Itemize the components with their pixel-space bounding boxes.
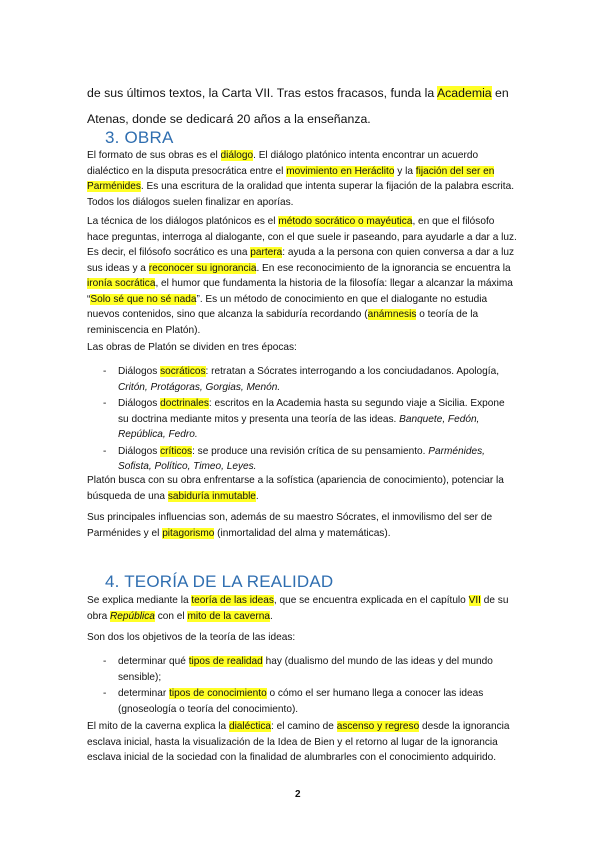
highlight: VII xyxy=(468,595,481,606)
highlight: anámnesis xyxy=(367,309,417,320)
section-heading-teoria: 4. TEORÍA DE LA REALIDAD xyxy=(105,572,334,591)
obra-paragraph-4: Platón busca con su obra enfrentarse a la sofística (apariencia de conocimiento), potenciar la búsqueda de una sabiduría inmutable. xyxy=(87,475,504,502)
page-number: 2 xyxy=(295,789,301,800)
list-item: - Diálogos socráticos: retratan a Sócrates interrogando a los conciudadanos. Apología, Critón, Protágoras, Gorgias, Menón. xyxy=(103,366,500,393)
obra-paragraph-3: Las obras de Platón se dividen en tres épocas: xyxy=(87,342,297,353)
highlight: Solo sé que no sé nada xyxy=(90,293,197,305)
bullet-marker: - xyxy=(103,445,107,457)
highlight: Academia xyxy=(436,86,492,101)
teoria-paragraph-3: El mito de la caverna explica la dialéctica: el camino de ascenso y regreso desde la ignorancia esclava inicial, hasta la visualización de la Idea de Bien y el retorno al lugar de la ignorancia esclava inicial de la sociedad con la finalidad de alumbrarles con el conocimiento adquirido. xyxy=(87,721,510,763)
list-item: - determinar qué tipos de realidad hay (dualismo del mundo de las ideas y del mundo sensible); xyxy=(103,656,493,683)
highlight: fijación del ser en Parménides xyxy=(87,165,495,192)
highlight: ascenso y regreso xyxy=(336,721,420,732)
bullet-marker: - xyxy=(103,688,107,699)
highlight: reconocer su ignorancia xyxy=(148,262,257,274)
highlight: tipos de realidad xyxy=(188,656,263,667)
bullet-marker: - xyxy=(103,656,107,667)
highlight: ironía socrática xyxy=(87,278,156,289)
intro-paragraph: de sus últimos textos, la Carta VII. Tras estos fracasos, funda la Academia en Atenas, donde se dedicará 20 años a la enseñanza. xyxy=(87,86,509,127)
highlight: República xyxy=(110,610,155,622)
highlight: críticos xyxy=(160,445,193,457)
highlight: método socrático o mayéutica xyxy=(278,216,413,227)
teoria-paragraph-1: Se explica mediante la teoría de las ideas, que se encuentra explicada en el capítulo VII de su obra República con el mito de la caverna. xyxy=(87,595,509,622)
highlight: partera xyxy=(250,247,283,258)
epochs-list xyxy=(87,364,517,476)
bullet-marker: - xyxy=(103,398,107,409)
obra-paragraph-2: La técnica de los diálogos platónicos es el método socrático o mayéutica, en que el filósofo hace preguntas, interroga al dialogante, con el que suele ir paseando, para ayudarle a dar a luz. Es decir, el filósofo socrático es una partera: ayuda a la persona con quien conversa a dar a luz sus ideas y a reconocer su ignorancia. En ese reconocimiento de la ignorancia se encuentra la ironía socrática, el humor que fundamenta la historia de la filosofía: llegar a alcanzar la máxima “Solo sé que no sé nada”. Es un método de conocimiento en que el dialogante no estudia nuevos contenidos, sino que alcanza la sabiduría recordando (anámnesis o teoría de la reminiscencia en Platón). xyxy=(87,216,517,336)
highlight: pitagorismo xyxy=(162,527,215,539)
obra-paragraph-1: El formato de sus obras es el diálogo. El diálogo platónico intenta encontrar un acuerdo dialéctico en la disputa presocrática entre el movimiento en Heráclito y la fijación del ser en Parménides. Es una escritura de la oralidad que intenta superar la fijación de la palabra escrita. Todos los diálogos suelen finalizar en aporías. xyxy=(87,150,515,208)
highlight: socráticos xyxy=(160,366,206,377)
highlight: sabiduría inmutable xyxy=(167,490,256,502)
objectives-list xyxy=(87,654,517,718)
highlight: dialéctica xyxy=(228,721,272,732)
bullet-marker: - xyxy=(103,366,107,377)
highlight: diálogo xyxy=(220,150,254,161)
section-heading-obra: 3. OBRA xyxy=(105,128,174,147)
highlight: tipos de conocimiento xyxy=(169,688,267,699)
list-item: - determinar tipos de conocimiento o cómo el ser humano llega a conocer las ideas (gnoseología o teoría del conocimiento). xyxy=(103,688,484,715)
list-item: - Diálogos críticos: se produce una revisión crítica de su pensamiento. Parménides, Sofista, Político, Timeo, Leyes. xyxy=(103,445,485,472)
highlight: mito de la caverna xyxy=(187,610,270,622)
highlight: movimiento en Heráclito xyxy=(286,165,395,177)
highlight: teoría de las ideas xyxy=(191,595,274,606)
list-item: - Diálogos doctrinales: escritos en la Academia hasta su segundo viaje a Sicilia. Expone su doctrina mediante mitos y presenta una teoría de las ideas. Banquete, Fedón, República, Fedro. xyxy=(103,398,505,440)
teoria-paragraph-2: Son dos los objetivos de la teoría de las ideas: xyxy=(87,632,296,643)
highlight: doctrinales xyxy=(160,398,209,409)
obra-paragraph-5: Sus principales influencias son, además de su maestro Sócrates, el inmovilismo del ser de Parménides y el pitagorismo (inmortalidad del alma y matemáticas). xyxy=(87,512,493,539)
